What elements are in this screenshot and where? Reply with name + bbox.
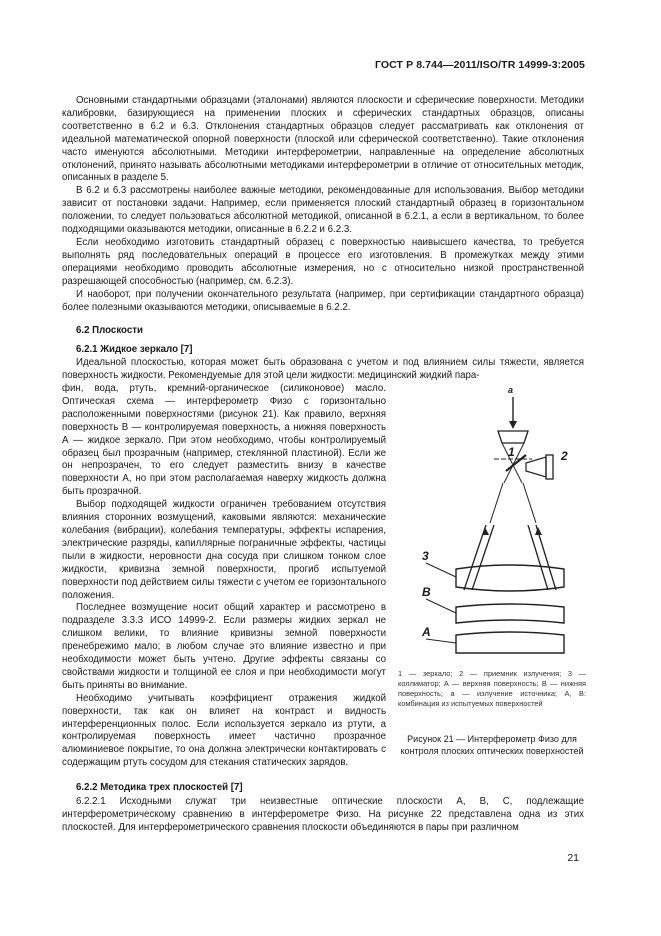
paragraph: Основными стандартными образцами (эталонами) являются плоскости и сферические поверхности. Методики калибровки, базирующиеся на применении плоских и сферических стандартных образцов, описаны соответственно в 6.2 и 6.3. Отклонения стандартных образцов следует рассматривать как отклонения от идеальной математической опорной поверхности (плоской или сферической соответственно). Такие отклонения часто именуются абсолютными. Методики интерферометрии, направленные на определение абсолютных отклонений, принято называть абсолютными методиками интерферометрии в отличие от относительных методик, описанных в разделе 5. xyxy=(62,95,584,184)
paragraph: Выбор подходящей жидкости ограничен требованием отсутствия влияния сторонних возмущений, каковыми являются: механические колебания (вибрации), колебания температуры, эффекты испарения, электрические разряды, капиллярные пограничные эффекты, частицы пыли в жидкости, неровности дна сосуда при слишком тонком слое жидкости, кривизна земной поверхности, прогиб испытуемой поверхности под действием силы тяжести с учетом ее горизонтального положения. xyxy=(62,499,386,601)
page-number: 21 xyxy=(567,852,579,864)
label-B: В xyxy=(422,585,431,599)
label-3: 3 xyxy=(422,549,429,563)
paragraph: фин, вода, ртуть, кремний-органическое (силиконовое) масло. Оптическая схема — интерферометр Физо с горизонтально расположенными поверхностями (рисунок 21). Как правило, верхняя поверхность В — контролируемая поверхность, а нижняя поверхность А — жидкое зеркало. При этом необходимо, чтобы контролируемый образец был прозрачным (например, стеклянной пластиной). Если же он непрозрачен, то его следует разместить внизу в качестве поверхности А, но при этом располагаемая наверху жидкость должна быть прозрачной. xyxy=(62,383,386,498)
label-1: 1 xyxy=(508,445,515,459)
column-text xyxy=(62,383,386,770)
paragraph: Необходимо учитывать коэффициент отражения жидкой поверхности, так как он влияет на контраст и видность интерференционных полос. Если используется зеркало из ртути, а контролируемая поверхность имеет частично прозрачное алюминиевое покрытие, то она должна электрически контактировать с содержащим ртуть сосудом для стекания статических зарядов. xyxy=(62,692,386,769)
paragraph: В 6.2 и 6.3 рассмотрены наиболее важные методики, рекомендованные для использования. Выбор методики зависит от постановки задачи. Например, если применяется плоский стандартный образец в горизонтальном положении, то следует пользоваться абсолютной методикой, описанной в 6.2.1, а если в вертикальном, то более подходящими оказываются методики, описанные в 6.2.2 и 6.2.3. xyxy=(62,185,584,236)
figure-legend: 1 — зеркало; 2 — приемник излучения; 3 — коллиматор; А — верхняя поверхность; В — нижняя поверхность; а — излучение источника; А, В: комбинация из испытуемых поверхностей xyxy=(398,669,586,708)
label-A: А xyxy=(422,625,431,639)
paragraph-6-2-2-1 xyxy=(62,796,584,835)
paragraph: Идеальной плоскостью, которая может быть образована с учетом и под влиянием силы тяжести, является поверхность жидкости. Рекомендуемые для этой цели жидкости: медицинский жидкий пара- xyxy=(62,357,584,381)
page-header: ГОСТ Р 8.744—2011/ISO/TR 14999-3:2005 xyxy=(374,59,585,71)
intro-text xyxy=(62,95,584,314)
paragraph: Если необходимо изготовить стандартный образец с поверхностью наивысшего качества, то требуется выполнять ряд последовательных операций в процессе его изготовления. В промежутках между этими операциями необходимо проводить абсолютные измерения, но с относительно низкой пространственной разрешающей способностью (например, см. 6.2.3). xyxy=(62,236,584,287)
paragraph: 6.2.2.1 Исходными служат три неизвестные оптические плоскости А, В, С, подлежащие интерферометрическому сравнению в интерферометре Физо. На рисунке 22 представлена одна из этих плоскостей. Для интерферометрического сравнения плоскости объединяются в пары при различном xyxy=(62,796,584,833)
paragraph: Последнее возмущение носит общий характер и рассмотрено в подразделе 3.3.3 ИСО 14999-2. Если размеры жидких зеркал не слишком велики, то влияние кривизны земной поверхности пренебрежимо мало; в любом случае это влияние известно и при необходимости может быть учтено. Другие эффекты связаны со свойствами жидкости и толщиной ее слоя и при необходимости могут быть приняты во внимание. xyxy=(62,602,386,691)
label-a: а xyxy=(508,385,514,395)
paragraph: И наоборот, при получении окончательного результата (например, при сертификации стандартного образца) более полезными оказываются методики, описываемые в 6.2.2. xyxy=(62,288,584,313)
paragraph-6-2-1-lead xyxy=(62,357,584,383)
figure-caption: Рисунок 21 — Интерферометр Физо для контроля плоских оптических поверхностей xyxy=(400,734,584,756)
section-heading-6-2-1: 6.2.1 Жидкое зеркало [7] xyxy=(76,344,193,355)
figure-21 xyxy=(398,385,588,685)
label-2: 2 xyxy=(561,449,568,463)
section-heading-6-2-2: 6.2.2 Методика трех плоскостей [7] xyxy=(76,782,243,793)
section-heading-6-2: 6.2 Плоскости xyxy=(76,325,143,336)
